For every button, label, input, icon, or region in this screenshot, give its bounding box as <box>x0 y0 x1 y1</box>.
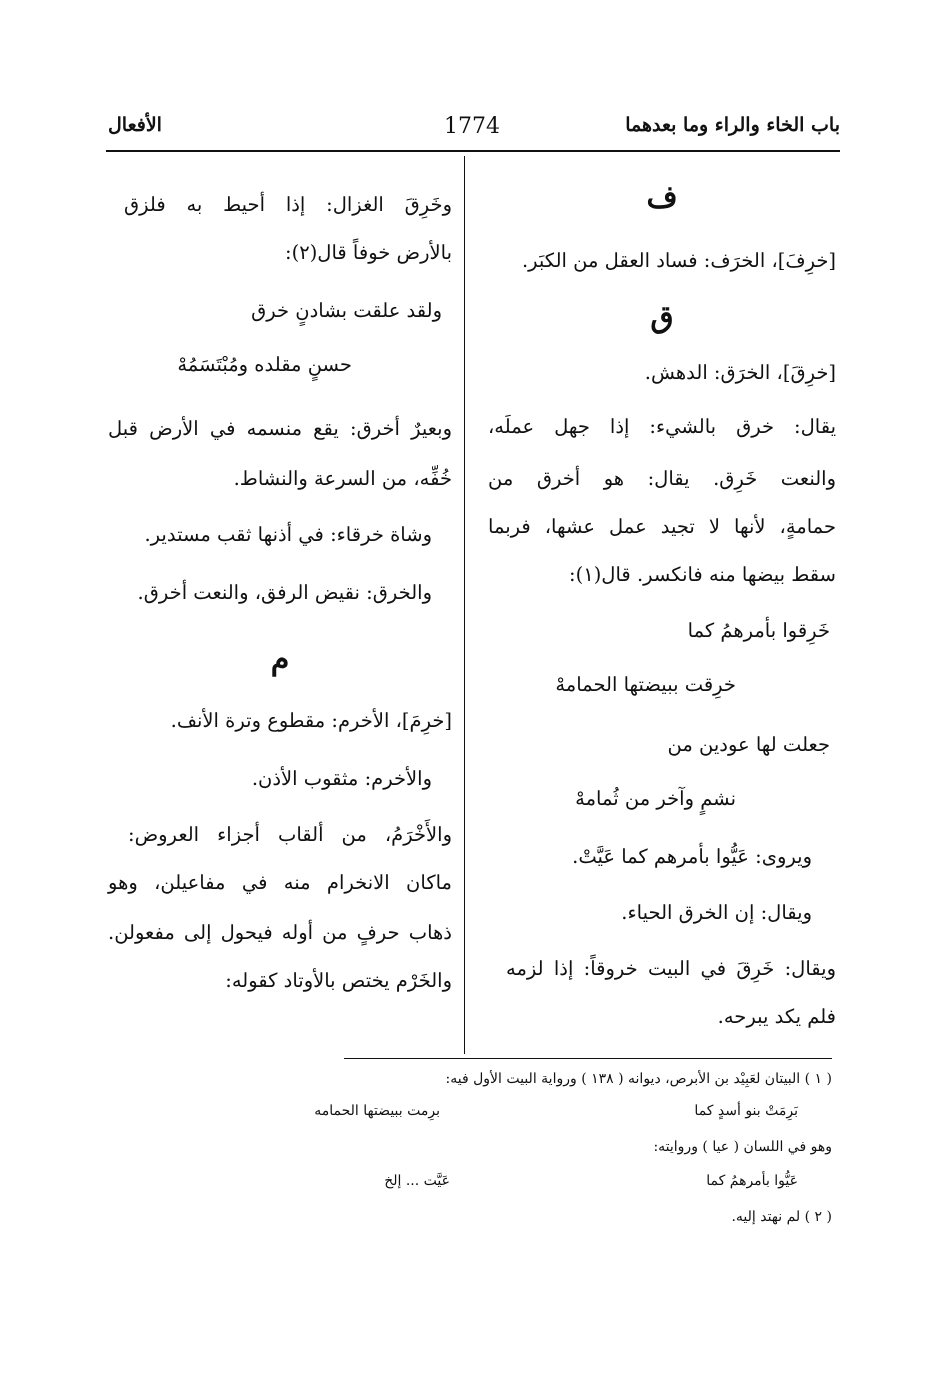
entry-kharif: [خرِفَ]، الخرَف: فساد العقل من الكبَر. <box>521 249 836 272</box>
poem-line: جعلت لها عودين من <box>667 733 830 756</box>
footnote-verse: عَيَّت ... إلخ <box>384 1173 450 1189</box>
text-line: والأخرم: مثقوب الأذن. <box>251 767 432 790</box>
letter-heading-f: ف <box>646 180 678 215</box>
text-line: فلم يكد يبرحه. <box>717 1005 836 1028</box>
text-line: ذهاب حرفٍ من أوله فيحول إلى مفعولن. <box>108 921 452 944</box>
poem-line: نشمٍ وآخر من ثُمامهْ <box>575 787 736 810</box>
poem-line: خرِقت ببيضتها الحمامهْ <box>555 673 736 696</box>
text-line: وشاة خرقاء: في أذنها ثقب مستدير. <box>144 523 432 546</box>
text-line: ويروى: عَيُّوا بأمرهم كما عَيَّتْ. <box>572 845 812 868</box>
text-line: والخَرْم يختص بالأوتاد كقوله: <box>225 969 452 992</box>
text-line: وخَرِقَ الغزال: إذا أحيط به فلزق <box>124 193 452 216</box>
letter-heading-m: م <box>270 642 290 677</box>
text-line: يقال: خرق بالشيء: إذا جهل عملَه، <box>488 415 836 438</box>
footnote-verse: عَيُّوا بأمرهمُ كما <box>706 1173 798 1189</box>
section-title: الأفعال <box>108 114 162 136</box>
text-line: والخرق: نقيض الرفق، والنعت أخرق. <box>137 581 432 604</box>
letter-heading-q: ق <box>650 300 674 335</box>
footnote-1: ( ١ ) البيتان لعَبِيْد بن الأبرص، ديوانه ( ١٣٨ ) ورواية البيت الأول فيه: <box>445 1071 832 1087</box>
entry-kharim: [خرِمَ]، الأخرم: مقطوع وترة الأنف. <box>170 709 452 732</box>
entry-khariq: [خرِقَ]، الخرَق: الدهش. <box>644 361 836 384</box>
footnote-2: ( ٢ ) لم نهتد إليه. <box>731 1209 832 1225</box>
footnote-verse: بَرِمَتْ بنو أسدٍ كما <box>694 1103 798 1119</box>
text-line: بالأرض خوفاً قال(٢): <box>285 241 452 264</box>
text-line: والنعت خَرِق. يقال: هو أخرق من <box>488 467 836 490</box>
footnote-rule <box>344 1058 832 1059</box>
chapter-title: باب الخاء والراء وما بعدهما <box>625 114 840 136</box>
text-line: وبعيرٌ أخرق: يقع منسمه في الأرض قبل <box>108 417 452 440</box>
footnote-verse: برِمت ببيضتها الحمامه <box>314 1103 440 1119</box>
text-line: ويقال: خَرِقَ في البيت خروقاً: إذا لزمه <box>506 957 836 980</box>
text-line: ويقال: إن الخرق الحياء. <box>621 901 812 924</box>
page-number: 1774 <box>444 114 500 139</box>
text-line: والأَخْرَمُ، من ألقاب أجزاء العروض: <box>128 823 452 846</box>
column-divider <box>464 156 465 1054</box>
poem-line: خَرِقوا بأمرهمُ كما <box>687 619 830 642</box>
right-column <box>488 0 836 1050</box>
text-line: خُفِّه، من السرعة والنشاط. <box>233 467 452 490</box>
text-line: حمامةٍ، لأنها لا تجيد عمل عشها، فربما <box>488 515 836 538</box>
text-line: سقط بيضها منه فانكسر. قال(١): <box>569 563 836 586</box>
poem-line: حسنٍ مقلده ومُبْتَسَمُهْ <box>177 353 352 376</box>
footnote-lisan: وهو في اللسان ( عيا ) وروايته: <box>653 1139 832 1155</box>
left-column <box>108 0 452 1050</box>
text-line: ماكان الانخرام منه في مفاعيلن، وهو <box>108 871 452 894</box>
poem-line: ولقد علقت بشادنٍ خرق <box>251 299 442 322</box>
